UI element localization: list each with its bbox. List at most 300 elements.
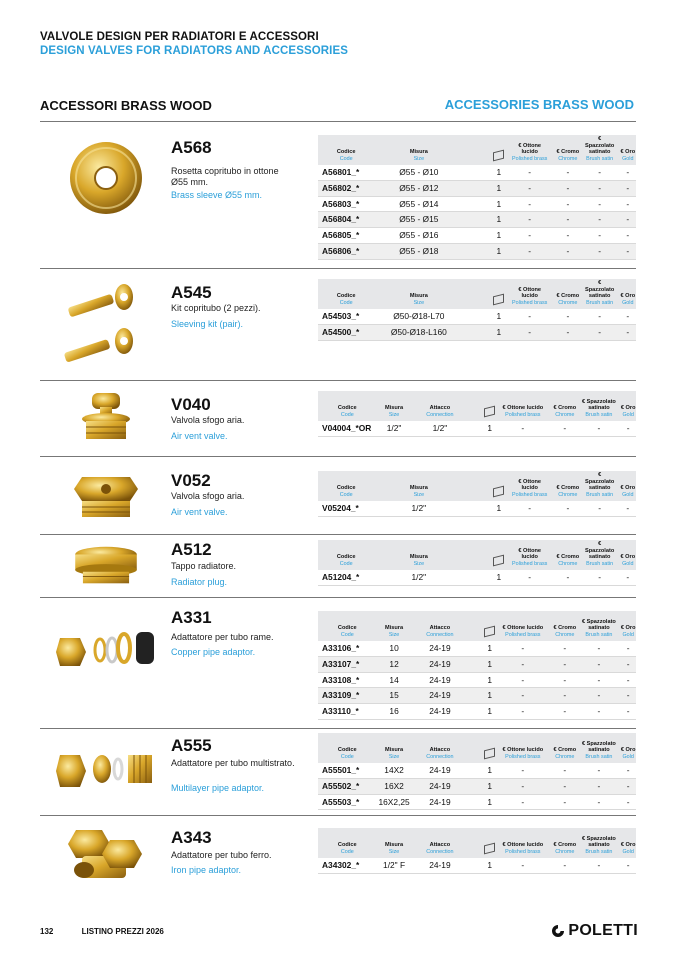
column-header <box>581 828 616 858</box>
table-cell: 1 <box>487 780 492 791</box>
price-table <box>318 611 636 720</box>
item-code: A33108_* <box>322 674 360 685</box>
column-header-it: € Cromo <box>553 625 577 631</box>
item-code: A55503_* <box>322 796 360 807</box>
table-cell: 1 <box>496 167 502 177</box>
product-description-it: Kit copritubo (2 pezzi). <box>171 303 261 313</box>
table-cell: - <box>563 674 567 685</box>
column-header-it: Misura <box>409 554 428 560</box>
column-header <box>583 279 616 309</box>
table-cell: - <box>521 643 525 653</box>
price-table <box>318 279 636 341</box>
column-header <box>581 391 616 421</box>
table-cell: - <box>563 658 567 669</box>
product-code: A343 <box>171 828 212 847</box>
column-header-en: Connection <box>426 411 454 418</box>
iron-pipe-adaptor-icon <box>56 826 156 882</box>
column-header-it: € Oro <box>620 149 636 155</box>
column-header-en: Code <box>340 753 354 760</box>
table-cell: - <box>626 572 630 582</box>
column-header <box>511 471 549 501</box>
column-header <box>318 471 374 501</box>
product-description-en: Brass sleeve Ø55 mm. <box>171 190 263 200</box>
table-row <box>318 570 636 586</box>
table-cell: - <box>626 765 630 775</box>
table-row <box>318 763 636 779</box>
column-header <box>511 135 549 165</box>
column-header-en: Size <box>413 491 425 498</box>
copper-pipe-adaptor-icon <box>56 620 156 682</box>
table-cell: - <box>598 214 602 225</box>
product-code: A331 <box>171 608 212 627</box>
column-header-en: Gold <box>622 631 634 638</box>
item-code: A56803_* <box>322 198 360 209</box>
table-header <box>318 733 636 763</box>
table-row <box>318 325 636 341</box>
table-cell: 16 <box>389 706 399 717</box>
table-cell: - <box>597 765 601 775</box>
column-header-en: Brush satin <box>586 560 614 567</box>
column-header-it: € Spazzolato satinato <box>581 398 616 411</box>
column-header-it: € Ottone lucido <box>502 842 544 848</box>
table-cell: 1 <box>496 198 502 209</box>
product-v040 <box>40 380 636 441</box>
table-cell: - <box>566 311 570 321</box>
table-cell: - <box>598 503 602 513</box>
column-header <box>318 135 374 165</box>
column-header <box>482 391 498 421</box>
table-cell: 1 <box>496 245 502 256</box>
table-cell: 1 <box>496 214 502 225</box>
table-cell: - <box>521 423 525 433</box>
column-header-it: € Spazzolato satinato <box>585 280 615 299</box>
table-cell: - <box>598 326 602 337</box>
table-cell: - <box>626 230 630 241</box>
column-header-en: Connection <box>426 753 454 760</box>
column-header-it: Misura <box>385 747 404 753</box>
column-header <box>581 611 616 641</box>
table-header <box>318 391 636 421</box>
table-cell: - <box>528 245 532 256</box>
table-row <box>318 673 636 689</box>
column-header-it: Misura <box>385 625 404 631</box>
table-cell: - <box>626 214 630 225</box>
column-header-en: Chrome <box>558 560 578 567</box>
column-header-en: Chrome <box>558 491 578 498</box>
column-header <box>556 540 580 570</box>
table-cell: - <box>528 230 532 241</box>
table-row <box>318 641 636 657</box>
brand-logo <box>551 922 638 940</box>
column-header-it: Codice <box>336 293 356 299</box>
column-header-it: Codice <box>337 842 357 848</box>
column-header-en: Brush satin <box>585 631 613 638</box>
column-header-it: Attacco <box>429 625 451 631</box>
brass-rosette-icon <box>56 132 156 224</box>
column-header-it: € Cromo <box>553 842 577 848</box>
product-a568 <box>40 121 636 256</box>
product-image <box>56 739 156 808</box>
column-header-en: Gold <box>622 753 634 760</box>
table-cell: 1 <box>487 796 492 807</box>
column-header-it: € Oro <box>620 293 636 299</box>
table-cell: - <box>597 780 601 791</box>
item-code: A56806_* <box>322 245 360 256</box>
column-header <box>482 828 498 858</box>
table-cell: - <box>598 572 602 582</box>
column-header <box>491 279 507 309</box>
column-header-it: Misura <box>385 842 404 848</box>
table-cell: - <box>597 796 601 807</box>
price-table <box>318 471 636 517</box>
column-header <box>501 391 544 421</box>
table-cell: - <box>566 182 570 193</box>
product-description-en: Multilayer pipe adaptor. <box>171 783 265 793</box>
table-cell: - <box>598 198 602 209</box>
table-cell: 1 <box>487 860 492 870</box>
product-code: A545 <box>171 283 212 302</box>
column-header-en: Code <box>339 560 353 567</box>
column-header-en: Chrome <box>555 753 575 760</box>
column-header <box>501 733 544 763</box>
table-cell: - <box>521 780 525 791</box>
column-header-en: Code <box>339 155 353 162</box>
column-header-en: Polished brass <box>512 155 548 162</box>
air-vent-valve-hex-icon <box>56 467 156 523</box>
column-header-en: Polished brass <box>512 491 548 498</box>
column-header <box>501 828 544 858</box>
table-cell: 24-19 <box>429 674 451 685</box>
column-header-it: € Cromo <box>553 747 577 753</box>
column-header-it: € Ottone lucido <box>518 547 542 560</box>
column-header-en: Polished brass <box>512 560 548 567</box>
table-cell: - <box>566 230 570 241</box>
table-cell: 24-19 <box>429 658 451 669</box>
price-table <box>318 828 636 874</box>
table-cell: 14X2 <box>384 765 404 775</box>
column-header-it: € Oro <box>620 485 636 491</box>
column-header <box>620 733 636 763</box>
product-a555 <box>40 728 636 807</box>
table-cell: 1 <box>487 643 492 653</box>
table-cell: 1 <box>487 658 492 669</box>
column-header-it: Attacco <box>429 405 451 411</box>
product-description-it: Rosetta copritubo in ottone Ø55 mm. <box>171 166 279 187</box>
column-header <box>581 733 616 763</box>
column-header <box>377 733 412 763</box>
table-row <box>318 688 636 704</box>
table-cell: - <box>626 198 630 209</box>
table-cell: 14 <box>389 674 399 685</box>
column-header <box>318 828 377 858</box>
table-cell: 24-19 <box>429 860 451 870</box>
column-header <box>416 611 465 641</box>
product-code: V052 <box>171 471 211 490</box>
header-title-it: VALVOLE DESIGN PER RADIATORI E ACCESSORI <box>40 31 319 43</box>
item-code: A54503_* <box>322 311 360 321</box>
table-cell: Ø50-Ø18-L160 <box>390 326 447 337</box>
table-cell: - <box>597 690 601 701</box>
column-header-en: Connection <box>426 848 454 855</box>
column-header <box>318 733 377 763</box>
product-a545 <box>40 268 636 337</box>
table-cell: 1/2" <box>411 503 427 513</box>
table-cell: 1 <box>487 706 492 717</box>
table-cell: - <box>626 423 630 433</box>
table-header <box>318 135 636 165</box>
table-cell: - <box>521 690 525 701</box>
column-header-it: € Ottone lucido <box>502 405 544 411</box>
table-cell: - <box>521 674 525 685</box>
table-cell: 1 <box>496 503 502 513</box>
column-header <box>620 471 636 501</box>
column-header <box>377 391 412 421</box>
column-header <box>552 828 577 858</box>
column-header <box>556 471 580 501</box>
column-header-en: Chrome <box>555 631 575 638</box>
column-header-it: Misura <box>385 405 404 411</box>
column-header <box>482 611 498 641</box>
price-table <box>318 540 636 586</box>
table-cell: 1 <box>496 230 502 241</box>
column-header-en: Polished brass <box>505 753 541 760</box>
table-cell: - <box>626 643 630 653</box>
column-header <box>318 391 377 421</box>
item-code: A54500_* <box>322 326 360 337</box>
package-icon <box>493 294 504 306</box>
item-code: A56805_* <box>322 230 360 241</box>
table-cell: - <box>626 674 630 685</box>
table-row <box>318 212 636 228</box>
column-header-it: Attacco <box>429 747 451 753</box>
column-header <box>377 828 412 858</box>
table-cell: 12 <box>389 658 399 669</box>
table-cell: - <box>566 198 570 209</box>
column-header <box>416 828 465 858</box>
table-cell: - <box>563 780 567 791</box>
column-header-it: € Spazzolato satinato <box>581 740 616 753</box>
column-header <box>556 279 580 309</box>
column-header <box>620 391 636 421</box>
item-code: A51204_* <box>322 572 360 582</box>
column-header-it: € Ottone lucido <box>502 747 544 753</box>
poletti-logo-icon <box>551 924 565 938</box>
product-code: A568 <box>171 138 212 157</box>
table-cell: - <box>521 796 525 807</box>
package-icon <box>493 150 504 162</box>
table-cell: Ø55 - Ø15 <box>399 214 439 225</box>
table-cell: 10 <box>389 643 399 653</box>
column-header-it: Attacco <box>429 842 451 848</box>
package-icon <box>484 626 495 638</box>
table-row <box>318 309 636 325</box>
table-cell: - <box>597 860 601 870</box>
table-row <box>318 657 636 673</box>
table-cell: - <box>563 690 567 701</box>
product-description-en: Sleeving kit (pair). <box>171 319 244 329</box>
column-header-it: Codice <box>336 554 356 560</box>
column-header-en: Gold <box>622 491 634 498</box>
column-header-en: Chrome <box>558 155 578 162</box>
product-code: A512 <box>171 540 212 559</box>
table-cell: - <box>528 572 532 582</box>
table-cell: - <box>597 658 601 669</box>
item-code: A34302_* <box>322 860 360 870</box>
table-cell: - <box>626 245 630 256</box>
table-cell: Ø55 - Ø12 <box>399 182 439 193</box>
column-header-en: Code <box>339 299 353 306</box>
column-header <box>416 733 465 763</box>
column-header-en: Gold <box>622 848 634 855</box>
item-code: A55502_* <box>322 780 360 791</box>
table-cell: 1/2" <box>411 572 427 582</box>
item-code: V05204_* <box>322 503 359 513</box>
item-code: A33109_* <box>322 690 360 701</box>
table-cell: - <box>566 245 570 256</box>
table-cell: - <box>521 765 525 775</box>
table-cell: - <box>598 230 602 241</box>
table-cell: - <box>626 311 630 321</box>
item-code: A56802_* <box>322 182 360 193</box>
table-cell: 24-19 <box>429 706 451 717</box>
table-cell: - <box>626 326 630 337</box>
table-cell: - <box>528 167 532 177</box>
table-cell: - <box>521 706 525 717</box>
column-header-it: Codice <box>337 747 357 753</box>
column-header-it: € Ottone lucido <box>518 478 542 491</box>
product-description-en: Radiator plug. <box>171 577 228 587</box>
table-row <box>318 181 636 197</box>
product-description-en: Copper pipe adaptor. <box>171 647 256 657</box>
table-row <box>318 501 636 517</box>
column-header-en: Size <box>388 631 400 638</box>
column-header-it: € Cromo <box>556 293 580 299</box>
product-a331 <box>40 597 636 717</box>
table-row <box>318 858 636 874</box>
package-icon <box>484 406 495 418</box>
radiator-plug-icon <box>56 541 156 591</box>
table-row <box>318 421 636 437</box>
section-title-en: ACCESSORIES BRASS WOOD <box>444 97 634 112</box>
table-cell: - <box>563 643 567 653</box>
column-header <box>583 471 616 501</box>
table-cell: - <box>521 658 525 669</box>
price-table <box>318 135 636 260</box>
column-header-en: Chrome <box>555 848 575 855</box>
column-header-it: € Oro <box>620 625 636 631</box>
table-cell: - <box>598 245 602 256</box>
column-header <box>391 279 447 309</box>
table-cell: - <box>626 706 630 717</box>
column-header <box>620 540 636 570</box>
product-description-it: Valvola sfogo aria. <box>171 491 245 501</box>
table-cell: - <box>563 706 567 717</box>
column-header-en: Size <box>388 411 400 418</box>
table-cell: - <box>563 765 567 775</box>
item-code: A33110_* <box>322 706 359 717</box>
column-header <box>491 540 507 570</box>
table-cell: 1 <box>496 572 502 582</box>
item-code: A33107_* <box>322 658 360 669</box>
column-header <box>511 279 549 309</box>
column-header-en: Gold <box>622 299 634 306</box>
table-cell: - <box>598 311 602 321</box>
table-cell: - <box>626 690 630 701</box>
table-cell: - <box>626 796 630 807</box>
brand-name: POLETTI <box>568 922 638 939</box>
page-number: 132 <box>40 927 54 936</box>
table-cell: 1 <box>487 690 492 701</box>
column-header <box>318 611 377 641</box>
product-description-en: Air vent valve. <box>171 431 228 441</box>
table-header <box>318 540 636 570</box>
column-header <box>552 733 577 763</box>
table-cell: Ø55 - Ø14 <box>399 198 439 209</box>
table-cell: - <box>597 643 601 653</box>
package-icon <box>493 486 504 498</box>
table-cell: 1 <box>496 311 502 321</box>
column-header-en: Gold <box>622 155 634 162</box>
table-header <box>318 611 636 641</box>
column-header-it: € Spazzolato satinato <box>581 618 616 631</box>
column-header-it: € Spazzolato satinato <box>585 136 615 155</box>
column-header-en: Gold <box>622 560 634 567</box>
product-image <box>56 826 156 887</box>
table-cell: - <box>626 860 630 870</box>
table-cell: 24-19 <box>429 643 451 653</box>
column-header <box>391 135 447 165</box>
product-image <box>56 387 156 452</box>
table-cell: Ø55 - Ø16 <box>399 230 439 241</box>
table-cell: 15 <box>389 690 399 701</box>
column-header-it: € Cromo <box>556 149 580 155</box>
product-code: V040 <box>171 395 211 414</box>
column-header-it: € Ottone lucido <box>518 286 542 299</box>
column-header-en: Brush satin <box>586 491 614 498</box>
column-header-en: Polished brass <box>505 631 541 638</box>
item-code: A55501_* <box>322 765 360 775</box>
table-cell: 24-19 <box>429 796 451 807</box>
column-header <box>416 391 465 421</box>
product-description-it: Adattatore per tubo ferro. <box>171 850 272 860</box>
column-header-it: € Cromo <box>553 405 577 411</box>
column-header-it: Misura <box>409 485 428 491</box>
column-header-en: Polished brass <box>505 411 541 418</box>
pricelist-label: LISTINO PREZZI 2026 <box>81 927 164 936</box>
column-header-it: € Oro <box>620 405 636 411</box>
column-header-it: € Oro <box>620 747 636 753</box>
product-description-en: Air vent valve. <box>171 507 228 517</box>
table-cell: - <box>626 182 630 193</box>
table-header <box>318 828 636 858</box>
item-code: A56804_* <box>322 214 360 225</box>
page-header <box>40 31 348 57</box>
table-cell: 24-19 <box>429 690 451 701</box>
column-header-it: Misura <box>409 293 428 299</box>
column-header <box>491 471 507 501</box>
column-header <box>501 611 544 641</box>
table-cell: Ø55 - Ø18 <box>399 245 439 256</box>
table-row <box>318 228 636 244</box>
column-header <box>620 611 636 641</box>
column-header-en: Size <box>413 560 425 567</box>
column-header-en: Brush satin <box>585 848 613 855</box>
column-header-en: Size <box>388 848 400 855</box>
column-header <box>377 611 412 641</box>
table-row <box>318 779 636 795</box>
column-header <box>620 135 636 165</box>
column-header-en: Code <box>340 631 354 638</box>
